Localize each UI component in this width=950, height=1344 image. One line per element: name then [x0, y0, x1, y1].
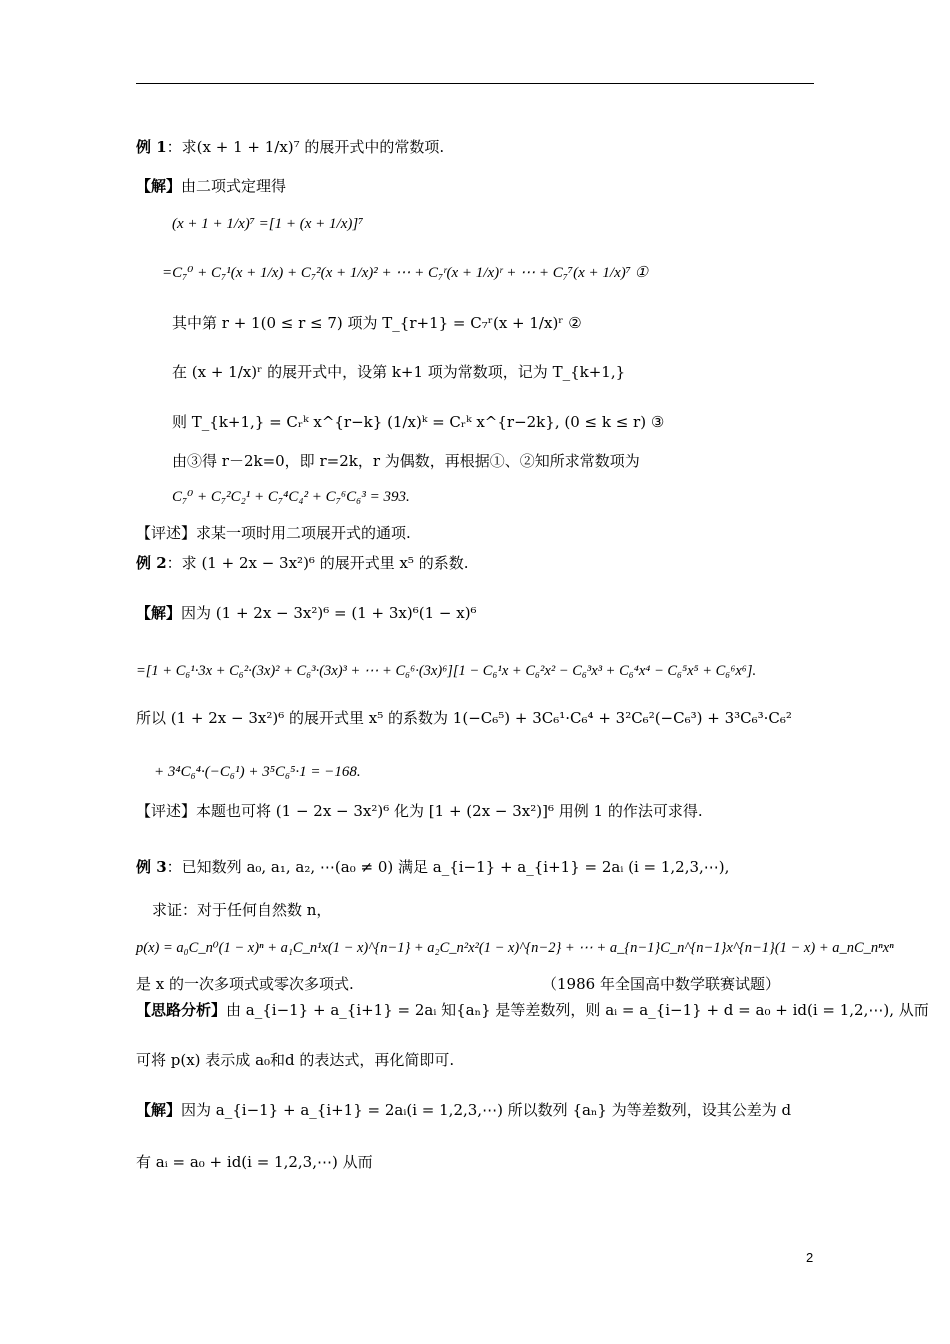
ex1-heading [136, 137, 444, 157]
ex3-title: ：已知数列 a₀, a₁, a₂, ⋯(a₀ ≠ 0) 满足 a_{i−1} + a_{i+1} = 2aᵢ (i = 1,2,3,⋯), [166, 858, 730, 876]
ex3-eq2: 是 x 的一次多项式或零次多项式. [136, 975, 354, 993]
ex3-label: 例 3 [136, 858, 167, 876]
ex2-comment [136, 801, 703, 821]
ex1-comment-text: 求某一项时用二项展开式的通项. [196, 524, 411, 542]
ex2-heading [136, 553, 468, 573]
ex1-sol-label: 【解】 [136, 177, 182, 195]
ex3-analysis-text: 由 a_{i−1} + a_{i+1} = 2aᵢ 知{aₙ} 是等差数列，则 aᵢ = a_{i−1} + d = a₀ + id(i = 1,2,⋯), 从而 [226, 1001, 929, 1019]
ex2-sol-label: 【解】 [136, 604, 182, 622]
ex3-eq1: p(x) = a₀C_n⁰(1 − x)ⁿ + a₁C_n¹x(1 − x)^{n−1} + a₂C_n²x²(1 − x)^{n−2} + ⋯ + a_{n−1}C_n^{n−1}x^{n−1}(1 − x) + a_nC_nⁿxⁿ [136, 940, 894, 956]
ex2-title: ：求 (1 + 2x − 3x²)⁶ 的展开式里 x⁵ 的系数. [166, 554, 469, 572]
ex3-heading [136, 857, 729, 877]
ex2-eq3: 所以 (1 + 2x − 3x²)⁶ 的展开式里 x⁵ 的系数为 1(−C₆⁵) + 3C₆¹·C₆⁴ + 3²C₆²(−C₆³) + 3³C₆³·C₆² [136, 709, 792, 727]
ex1-eq1: (x + 1 + 1/x)⁷ =[1 + (x + 1/x)]⁷ [172, 216, 364, 232]
ex1-sol-text: 由二项式定理得 [181, 177, 287, 195]
ex2-eq2: =[1 + C₆¹·3x + C₆²·(3x)² + C₆³·(3x)³ + ⋯ + C₆⁶·(3x)⁶][1 − C₆¹x + C₆²x² − C₆³x³ + C₆⁴x⁴ − C₆⁵x⁵ + C₆⁶x⁶]. [136, 663, 757, 679]
ex1-label: 例 1 [136, 138, 167, 156]
ex3-analysis2: 可将 p(x) 表示成 a₀和d 的表达式，再化简即可. [136, 1051, 455, 1069]
ex1-comment-label: 【评述】 [136, 524, 197, 542]
ex2-eq1: 因为 (1 + 2x − 3x²)⁶ = (1 + 3x)⁶(1 − x)⁶ [181, 604, 477, 622]
ex3-sol1 [136, 1100, 791, 1120]
ex3-sol2: 有 aᵢ = a₀ + id(i = 1,2,3,⋯) 从而 [136, 1153, 373, 1171]
ex1-eq2: =C₇⁰ + C₇¹(x + 1/x) + C₇²(x + 1/x)² + ⋯ + C₇ʳ(x + 1/x)ʳ + ⋯ + C₇⁷(x + 1/x)⁷ ① [162, 265, 649, 281]
ex2-eq1-line [136, 603, 477, 623]
ex1-eq6: 由③得 r－2k=0，即 r=2k，r 为偶数，再根据①、②知所求常数项为 [172, 452, 640, 470]
ex3-prove: 求证：对于任何自然数 n， [152, 901, 332, 919]
ex3-analysis [136, 1000, 929, 1020]
header-rule [136, 83, 814, 84]
ex1-comment [136, 523, 411, 543]
ex1-eq4: 在 (x + 1/x)ʳ 的展开式中，设第 k+1 项为常数项，记为 T_{k+1,} [172, 363, 626, 381]
ex1-title: ：求(x + 1 + 1/x)⁷ 的展开式中的常数项. [166, 138, 445, 156]
ex2-label: 例 2 [136, 554, 167, 572]
ex2-comment-label: 【评述】 [136, 802, 197, 820]
ex2-eq4: + 3⁴C₆⁴·(−C₆¹) + 3⁵C₆⁵·1 = −168. [154, 764, 361, 780]
ex1-eq3: 其中第 r + 1(0 ≤ r ≤ 7) 项为 T_{r+1} = C₇ʳ(x + 1/x)ʳ ② [172, 314, 582, 332]
ex1-solution-intro [136, 176, 286, 196]
ex3-sol1-text: 因为 a_{i−1} + a_{i+1} = 2aᵢ(i = 1,2,3,⋯) 所以数列 {aₙ} 为等差数列，设其公差为 d [181, 1101, 792, 1119]
ex1-eq5: 则 T_{k+1,} = Cᵣᵏ x^{r−k} (1/x)ᵏ = Cᵣᵏ x^{r−2k}, (0 ≤ k ≤ r) ③ [172, 413, 665, 431]
ex2-comment-text: 本题也可将 (1 − 2x − 3x²)⁶ 化为 [1 + (2x − 3x²)]⁶ 用例 1 的作法可求得. [196, 802, 703, 820]
ex1-eq7: C₇⁰ + C₇²C₂¹ + C₇⁴C₄² + C₇⁶C₆³ = 393. [172, 489, 410, 505]
ex3-analysis-label: 【思路分析】 [136, 1001, 227, 1019]
page-number: 2 [806, 1250, 814, 1265]
ex3-source: （1986 年全国高中数学联赛试题） [542, 975, 780, 993]
ex3-sol-label: 【解】 [136, 1101, 182, 1119]
